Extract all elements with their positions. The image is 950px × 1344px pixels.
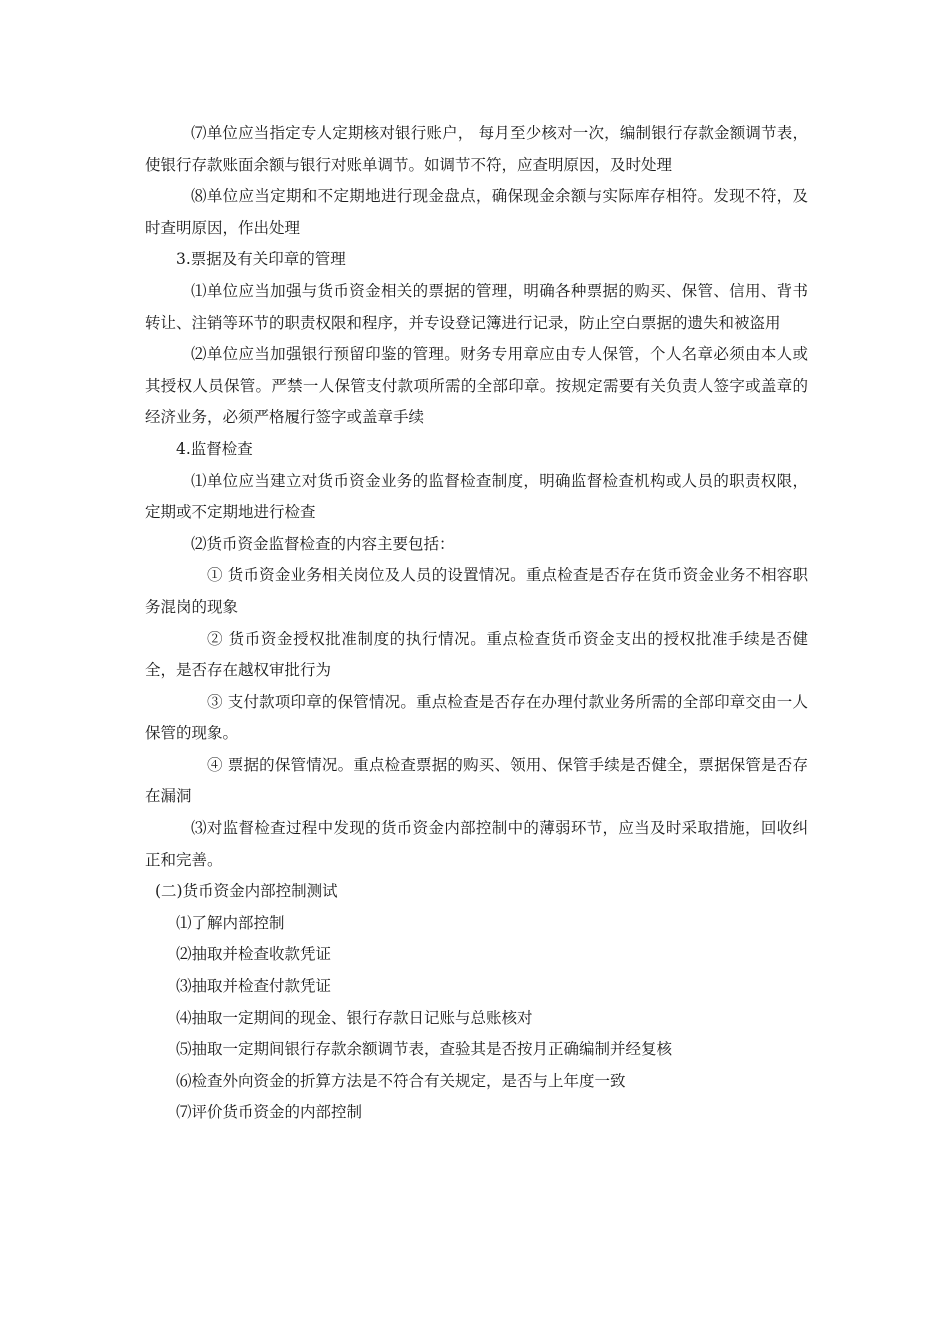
list-item-seals: ③ 支付款项印章的保管情况。重点检查是否存在办理付款业务所需的全部印章交由一人保管的现象。 [145, 692, 808, 743]
paragraph-seal-management: ⑵单位应当加强银行预留印鉴的管理。财务专用章应由专人保管，个人名章必须由本人或其授权人员保管。严禁一人保管支付款项所需的全部印章。按规定需要有关负责人签字或盖章的经济业务，必须严格履行签字或盖章手续 [145, 345, 808, 427]
paragraph-supervision-system: ⑴单位应当建立对货币资金业务的监督检查制度，明确监督检查机构或人员的职责权限，定期或不定期地进行检查 [145, 471, 808, 522]
test-step-7: ⑺评价货币资金的内部控制 [176, 1103, 363, 1122]
paragraph-weak-links: ⑶对监督检查过程中发现的货币资金内部控制中的薄弱环节，应当及时采取措施，回收纠正和完善。 [145, 819, 808, 869]
list-item-positions: ① 货币资金业务相关岗位及人员的设置情况。重点检查是否存在货币资金业务不相容职务混岗的现象 [145, 566, 808, 616]
paragraph-bill-management: ⑴单位应当加强与货币资金相关的票据的管理，明确各种票据的购买、保管、信用、背书转让、注销等环节的职责权限和程序，并专设登记簿进行记录，防止空白票据的遗失和被盗用 [145, 281, 808, 332]
document-body [145, 118, 808, 1129]
list-item-bills: ④ 票据的保管情况。重点检查票据的购买、领用、保管手续是否健全，票据保管是否存在漏洞 [145, 755, 808, 806]
test-step-4: ⑷抽取一定期间的现金、银行存款日记账与总账核对 [176, 1008, 533, 1027]
list-item-authorization: ② 货币资金授权批准制度的执行情况。重点检查货币资金支出的授权批准手续是否健全，是否存在越权审批行为 [145, 629, 808, 680]
section-heading-4: 4.监督检查 [176, 439, 253, 458]
paragraph-supervision-content: ⑵货币资金监督检查的内容主要包括： [191, 534, 455, 553]
test-step-3: ⑶抽取并检查付款凭证 [176, 977, 332, 996]
test-step-5: ⑸抽取一定期间银行存款余额调节表，查验其是否按月正确编制并经复核 [176, 1040, 673, 1059]
paragraph-8-cash-count: ⑻单位应当定期和不定期地进行现金盘点，确保现金余额与实际库存相符。发现不符，及时查明原因，作出处理 [145, 187, 808, 237]
section-heading-3: 3.票据及有关印章的管理 [176, 250, 346, 269]
test-step-2: ⑵抽取并检查收款凭证 [176, 945, 332, 964]
paragraph-7-bank-reconciliation: ⑺单位应当指定专人定期核对银行账户， 每月至少核对一次，编制银行存款金额调节表，使银行存款账面余额与银行对账单调节。如调节不符，应查明原因，及时处理 [145, 124, 808, 174]
section-heading-control-test: (二)货币资金内部控制测试 [155, 882, 338, 901]
test-step-1: ⑴了解内部控制 [176, 913, 285, 932]
test-step-6: ⑹检查外向资金的折算方法是不符合有关规定，是否与上年度一致 [176, 1071, 626, 1090]
